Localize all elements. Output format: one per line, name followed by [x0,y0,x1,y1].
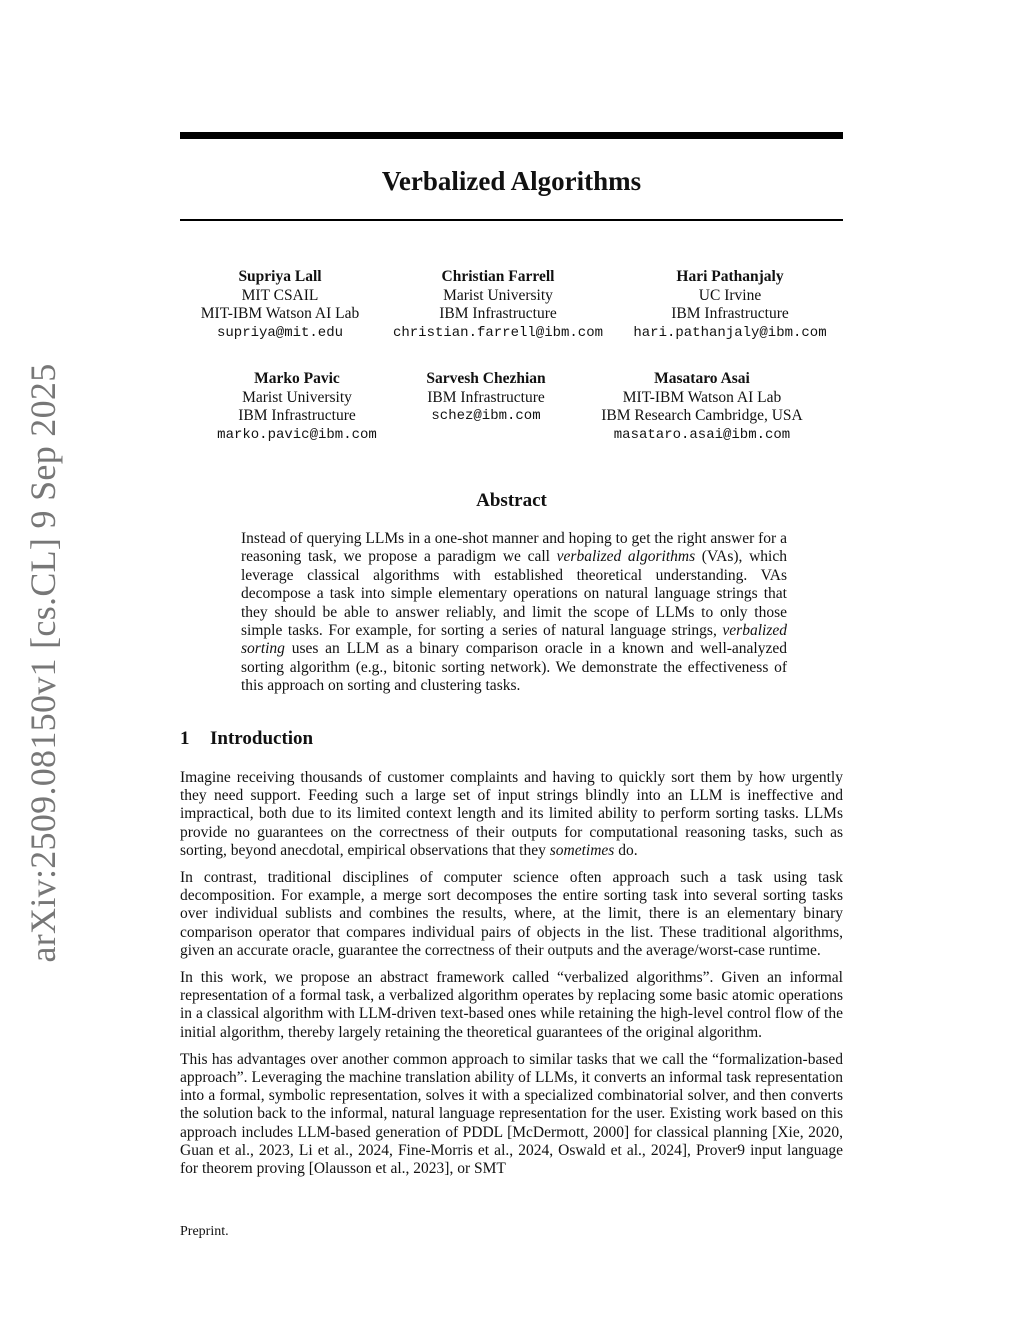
author-block [208,370,386,444]
author-block [625,268,835,342]
abstract-text [241,530,787,696]
author-block [588,370,816,444]
author-email[interactable]: christian.farrell@ibm.com [392,324,604,341]
author-affiliation: Marist University [443,286,553,304]
author-email[interactable]: hari.pathanjaly@ibm.com [633,324,827,341]
author-affiliation: IBM Infrastructure [238,407,356,424]
abstract-emphasis: verbalized sorting [241,622,787,658]
paragraph: This has advantages over another common approach to similar tasks that we call the “formalization-based approach”. Leveraging the machine translation ability of LLMs, it converts an informal task representation into a formal, symbolic representation, solves it with a specialized combinatorial solver, and then converts the solution back to the informal, natural language representation for the user. Existing work based on this approach includes LLM-based generation of PDDL [McDermott, 2000] for classical planning [Xie, 2020, Guan et al., 2023, Li et al., 2024, Fine-Morris et al., 2024, Oswald et al., 2024], Prover9 input language for theorem proving [Olausson et al., 2023], or SMT [180,1050,843,1178]
paragraph-emphasis: sometimes [549,841,615,859]
abstract-text-part: Instead of querying LLMs in a one-shot manner and hoping to get the right answer for a reasoning task, we propose a paradigm we call [241,530,787,566]
arxiv-side-stamp [18,362,68,963]
section-number: 1 [180,728,190,749]
author-block [387,268,609,342]
abstract-heading: Abstract [476,490,547,511]
author-name: Christian Farrell [441,268,555,285]
title-rule-bottom [180,219,843,221]
author-name: Hari Pathanjaly [676,268,784,285]
author-affiliation: IBM Infrastructure [439,305,557,322]
author-email[interactable]: masataro.asai@ibm.com [613,426,791,443]
author-affiliation: MIT-IBM Watson AI Lab [622,388,782,406]
author-name: Masataro Asai [654,370,750,387]
author-email[interactable]: schez@ibm.com [431,408,541,424]
author-name: Sarvesh Chezhian [426,370,546,387]
paragraph [180,769,843,860]
author-affiliation: IBM Infrastructure [427,388,545,406]
paper-title: Verbalized Algorithms [381,166,642,196]
author-affiliation: IBM Research Cambridge, USA [601,407,803,424]
abstract-text-part: (VAs), which leverage classical algorithms with established theoretical understanding. VAs decompose a task into simple elementary operations on natural language strings that they should be able to answer reliably, and limit the scope of LLMs to only those simple tasks. For example, for sorting a series of natural language strings, [241,548,787,640]
author-email[interactable]: marko.pavic@ibm.com [217,426,377,443]
author-email[interactable]: supriya@mit.edu [216,324,344,341]
paragraph-text: Imagine receiving thousands of customer complaints and having to quickly sort them by how urgently they need support. Feeding such a large set of input strings blindly into an LLM is ineffective and impractical, both due to its limited context length and its limited ability to perform sorting tasks. LLMs provide no guarantees on the correctness of their outputs for computational reasoning tasks, such as sorting, beyond anecdotal, empirical observations that they [180,769,843,859]
paragraph: In this work, we propose an abstract framework called “verbalized algorithms”. Given an informal representation of a formal task, a verbalized algorithm operates by replacing some basic atomic operations in a classical algorithm with LLM-driven text-based ones while retaining the high-level control flow of the initial algorithm, thereby largely retaining the theoretical guarantees of the original algorithm. [180,969,843,1041]
author-name: Marko Pavic [254,370,340,387]
abstract-emphasis: verbalized algorithms [556,548,696,566]
author-affiliation: MIT CSAIL [241,286,319,304]
section-title: Introduction [210,728,314,749]
paragraph-text: do. [614,841,638,859]
arxiv-identifier: arXiv:2509.08150v1 [cs.CL] 9 Sep 2025 [23,362,63,963]
section-heading [180,728,313,750]
author-name: Supriya Lall [238,268,322,285]
abstract-text-part: uses an LLM as a binary comparison oracle in a known and well-analyzed sorting algorithm (e.g., bitonic sorting network). We demonstrate the effectiveness of this approach on sorting and clustering tasks. [241,640,787,695]
paragraph: In contrast, traditional disciplines of computer science often approach such a task using task decomposition. For example, a merge sort decomposes the entire sorting task into several sorting tasks over individual sublists and combines the results, where, at the limit, there is an elementary binary comparison operator that compares individual pairs of objects in the list. These traditional algorithms, given an accurate oracle, guarantee the correctness of their outputs and the average/worst-case runtime. [180,869,843,959]
author-affiliation: UC Irvine [698,286,762,304]
author-affiliation: Marist University [242,388,352,406]
author-block [410,370,562,426]
author-affiliation: MIT-IBM Watson AI Lab [200,305,360,322]
body-text [180,769,843,1187]
author-block [180,268,380,342]
title-rule-top [180,132,843,139]
author-affiliation: IBM Infrastructure [671,305,789,322]
footer-note: Preprint. [180,1224,229,1239]
